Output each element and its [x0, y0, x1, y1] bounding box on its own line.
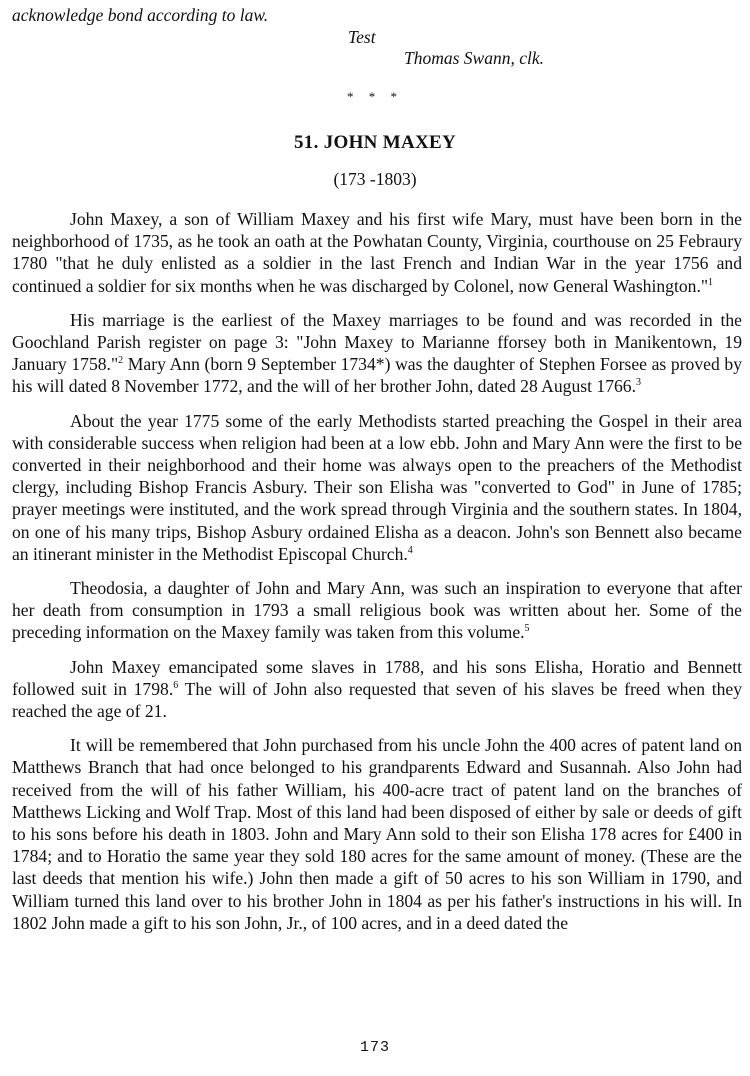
test-label: Test	[348, 27, 376, 47]
section-dates: (173 -1803)	[333, 169, 417, 189]
section-title: 51. JOHN MAXEY	[294, 132, 456, 153]
paragraph-text: The will of John also requested that seven of his slaves be freed when they reached the age of 21.	[12, 678, 742, 722]
body-paragraph	[12, 309, 742, 398]
paragraph-text: John Maxey, a son of William Maxey and his first wife Mary, must have been born in the neighborhood of 1735, as he took an oath at the Powhatan County, Virginia, courthouse on 25 Febraury 1780 "that he duly enlisted as a soldier in the last French and Indian War in the year 1756 and continued a soldier for six months when he was discharged by Colonel, now General Washington."	[12, 209, 742, 296]
footnote-marker: 5	[524, 623, 530, 635]
paragraph-text: It will be remembered that John purchased from his uncle John the 400 acres of patent land on Matthews Branch that had once belonged to his grandparents Edward and Susannah. Also John had received from the will of his father William, his 400-acre tract of patent land on the branches of Matthews Licking and Wolf Trap. Most of this land had been disposed of either by sale or deeds of gift to his sons before his death in 1803. John and Mary Ann sold to their son Elisha 178 acres for £400 in 1784; and to Horatio the same year they sold 180 acres for the same amount of money. (These are the last deeds that mention his wife.) John then made a gift of 50 acres to his son William in 1790, and William turned this land over to his brother John in 1804 as per his father's instructions in his will. In 1802 John made a gift to his son John, Jr., of 100 acres, and in a deed dated the	[12, 735, 742, 933]
footnote-marker: 1	[708, 276, 714, 288]
body-paragraph	[12, 577, 742, 644]
page-number: 173	[359, 1039, 390, 1056]
paragraph-text: His marriage is the earliest of the Maxey marriages to be found and was recorded in the Goochland Parish register on page 3: "John Maxey to Marianne fforsey both in Manikentown, 19 January 1758."	[12, 309, 742, 375]
footnote-marker: 2	[118, 355, 124, 367]
paragraph-text: About the year 1775 some of the early Methodists started preaching the Gospel in their area with considerable success when religion had been at a low ebb. John and Mary Ann were the first to be converted in their neighborhood and their home was always open to the preachers of the Methodist clergy, including Bishop Francis Asbury. Their son Elisha was "converted to God" in June of 1785; prayer meetings were instituted, and the work spread through Virginia and the southern states. In 1804, on one of his many trips, Bishop Asbury ordained Elisha as a deacon. John's son Bennett also became an itinerant minister in the Methodist Episcopal Church.	[12, 410, 742, 564]
paragraph-text: John Maxey emancipated some slaves in 1788, and his sons Elisha, Horatio and Bennett followed suit in 1798.	[12, 656, 742, 699]
carryover-text: acknowledge bond according to law.	[12, 5, 269, 25]
section-separator: * * *	[347, 89, 403, 104]
body-paragraph	[12, 208, 742, 297]
body-text	[12, 208, 742, 946]
body-paragraph	[12, 656, 742, 723]
clerk-signature: Thomas Swann, clk.	[404, 48, 544, 68]
paragraph-text: Mary Ann (born 9 September 1734*) was the daughter of Stephen Forsee as proved by his will dated 8 November 1772, and the will of her brother John, dated 28 August 1766.	[12, 354, 743, 397]
footnote-marker: 3	[636, 377, 641, 389]
paragraph-text: Theodosia, a daughter of John and Mary Ann, was such an inspiration to everyone that after her death from consumption in 1793 a small religious book was written about her. Some of the preceding information on the Maxey family was taken from this volume.	[12, 578, 742, 643]
body-paragraph	[12, 410, 742, 565]
footnote-marker: 4	[407, 544, 413, 556]
body-paragraph	[12, 734, 742, 934]
footnote-marker: 6	[173, 680, 179, 691]
